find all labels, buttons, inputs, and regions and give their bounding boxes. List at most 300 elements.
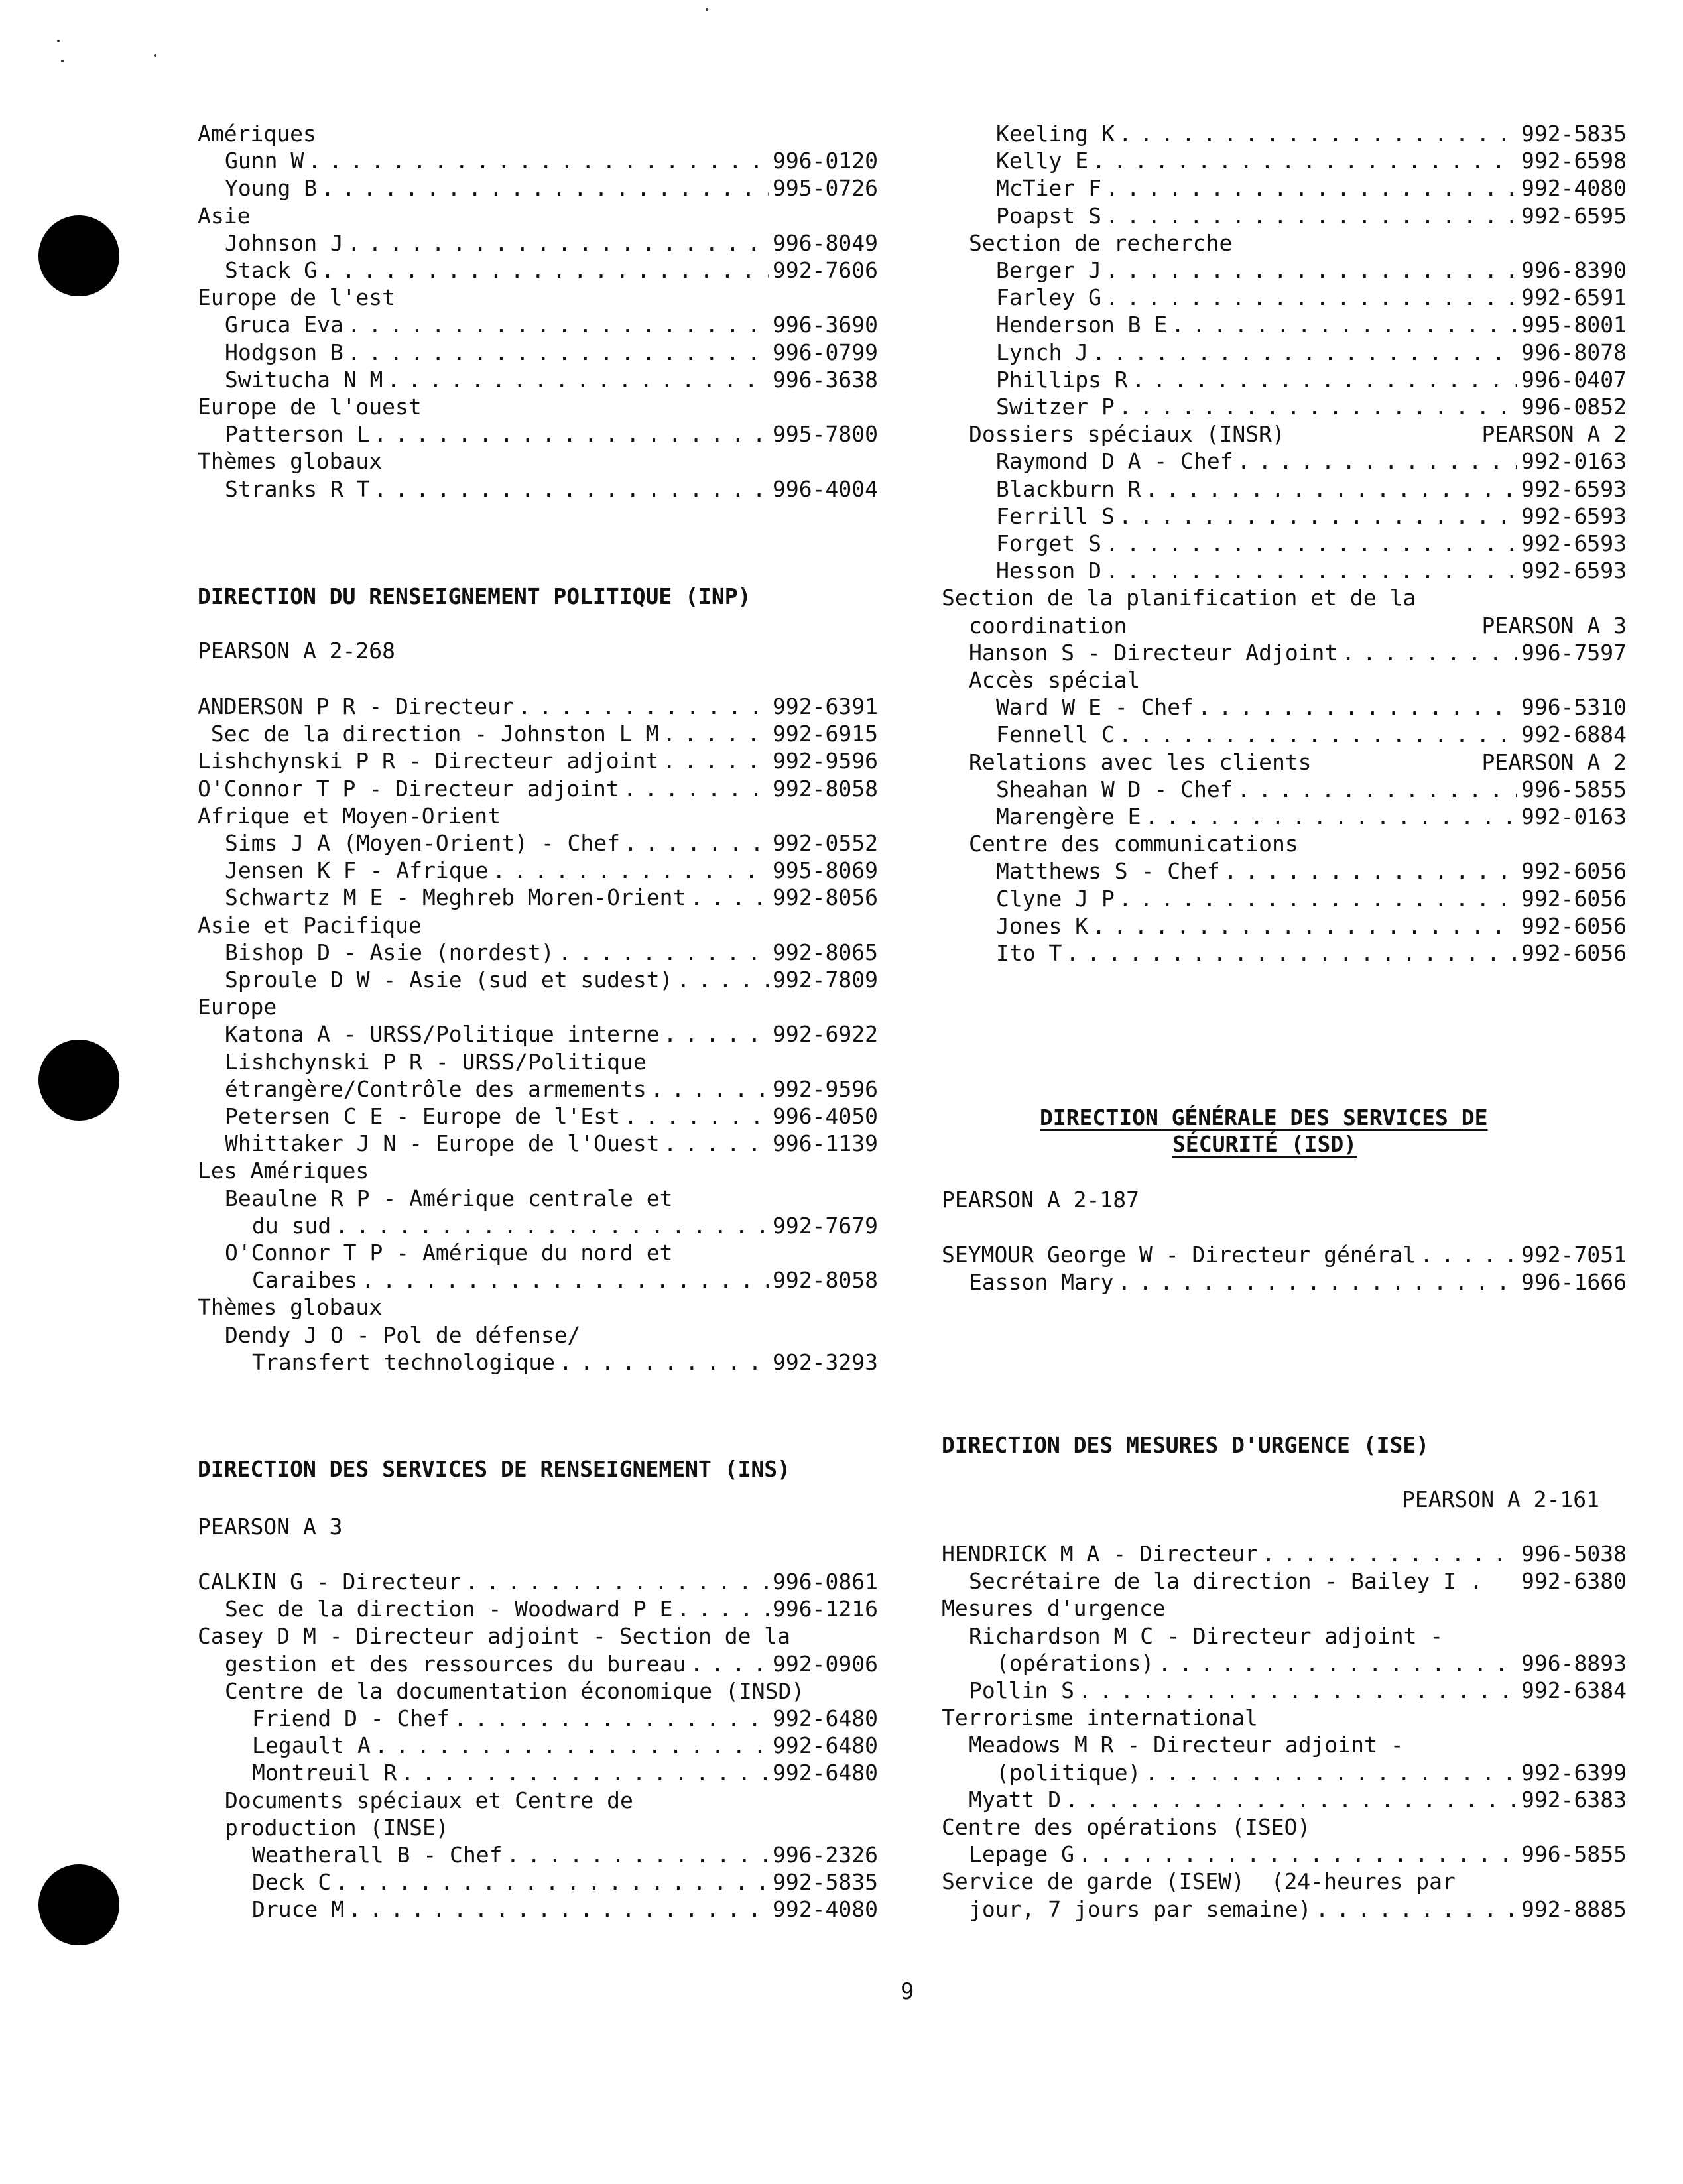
directory-entry: [996, 1760, 1627, 1786]
entry-phone: 992-6383: [1521, 1786, 1627, 1813]
entry-phone: 992-7051: [1521, 1242, 1627, 1268]
directory-entry: [969, 1896, 1627, 1923]
directory-entry: [198, 721, 878, 747]
section-title-ins: DIRECTION DES SERVICES DE RENSEIGNEMENT (INS): [198, 1456, 791, 1482]
punch-hole-top: [38, 215, 119, 296]
entry-phone: 992-0163: [1521, 448, 1627, 475]
leader-dots: [558, 940, 769, 966]
entry-name: Lepage G: [969, 1841, 1074, 1868]
leader-dots: [1105, 284, 1517, 311]
entry-name: Hanson S - Directeur Adjoint: [969, 639, 1338, 666]
directory-entry: [996, 804, 1627, 830]
entry-phone: 996-7597: [1521, 639, 1627, 666]
entry-phone: 992-0906: [773, 1650, 878, 1677]
entry-name: Petersen C E - Europe de l'Est: [225, 1103, 621, 1129]
directory-heading: Beaulne R P - Amérique centrale et: [225, 1185, 673, 1211]
entry-phone: 992-0163: [1521, 804, 1627, 829]
directory-entry: [996, 476, 1627, 503]
directory-heading: Afrique et Moyen-Orient: [198, 802, 501, 829]
entry-name: Young B: [225, 175, 318, 202]
directory-entry: [225, 1651, 878, 1677]
entry-name: HENDRICK M A - Directeur: [942, 1541, 1258, 1567]
leader-dots: [1145, 804, 1518, 830]
leader-dots: [1118, 1269, 1518, 1296]
entry-name: CALKIN G - Directeur: [198, 1569, 462, 1595]
entry-name: Hesson D: [996, 558, 1101, 584]
directory-heading: Thèmes globaux: [198, 1294, 383, 1321]
section-title-isd: DIRECTION GÉNÉRALE DES SERVICES DE: [1040, 1105, 1488, 1130]
entry-phone: 996-3638: [773, 366, 878, 393]
directory-entry: [252, 1213, 878, 1239]
leader-dots: [1105, 558, 1517, 584]
entry-name: Katona A - URSS/Politique interne: [225, 1021, 660, 1048]
entry-name: jour, 7 jours par semaine): [969, 1896, 1312, 1922]
entry-phone: 992-6391: [773, 694, 878, 719]
leader-dots: [321, 175, 769, 202]
leader-dots: [1105, 530, 1517, 557]
leader-dots: [361, 1267, 769, 1294]
scan-speck: [706, 8, 708, 11]
directory-heading: Meadows M R - Directeur adjoint -: [969, 1732, 1404, 1758]
section-title-inp: DIRECTION DU RENSEIGNEMENT POLITIQUE (INP): [198, 583, 751, 609]
entry-phone: 992-9596: [773, 1075, 878, 1102]
entry-name: Stack G: [225, 257, 318, 283]
entry-phone: 992-4080: [1521, 175, 1627, 202]
leader-dots: [1119, 121, 1517, 147]
entry-name: Sims J A (Moyen-Orient) - Chef: [225, 830, 621, 856]
directory-heading: Service de garde (ISEW) (24-heures par: [942, 1868, 1456, 1895]
directory-heading: Accès spécial: [969, 667, 1141, 693]
directory-entry: [996, 394, 1627, 420]
entry-phone: 992-6595: [1521, 202, 1627, 229]
directory-heading: O'Connor T P - Amérique du nord et: [225, 1240, 673, 1266]
directory-entry: [225, 312, 878, 338]
entry-name: Keeling K: [996, 121, 1115, 147]
leader-dots: [1065, 1787, 1517, 1813]
directory-entry: [996, 530, 1627, 557]
leader-dots: [1105, 203, 1517, 229]
directory-entry: [198, 694, 878, 720]
entry-name: Sec de la direction - Woodward P E: [225, 1596, 673, 1622]
entry-name: du sud: [252, 1212, 332, 1239]
entry-name: Ferrill S: [996, 503, 1115, 529]
entry-name: Pollin S: [969, 1677, 1074, 1703]
directory-entry: [252, 1896, 878, 1923]
directory-entry: [252, 1760, 878, 1786]
entry-location: 992-6380: [1521, 1568, 1627, 1595]
scan-speck: [57, 40, 60, 42]
entry-location: PEARSON A 2: [1481, 421, 1627, 448]
entry-name: Hodgson B: [225, 339, 343, 365]
leader-dots: [348, 1896, 769, 1923]
entry-name: (politique): [996, 1759, 1141, 1786]
directory-entry: [225, 884, 878, 911]
entry-phone: 992-6593: [1521, 530, 1627, 556]
entry-name: McTier F: [996, 175, 1101, 202]
entry-phone: 992-8058: [773, 1267, 878, 1294]
leader-dots: [1171, 312, 1517, 338]
entry-phone: 996-5855: [1521, 776, 1627, 802]
directory-heading: production (INSE): [225, 1814, 449, 1841]
directory-heading: Europe de l'est: [198, 284, 396, 311]
directory-heading: [969, 421, 1627, 448]
entry-phone: 992-6915: [773, 721, 878, 747]
leader-dots: [677, 967, 769, 993]
entry-name: coordination: [969, 612, 1127, 638]
directory-entry: [225, 1021, 878, 1048]
directory-entry: [996, 776, 1627, 803]
entry-phone: 996-2326: [773, 1842, 878, 1868]
entry-phone: 992-6922: [773, 1021, 878, 1048]
leader-dots: [690, 884, 769, 911]
leader-dots: [624, 1103, 769, 1130]
entry-name: Raymond D A - Chef: [996, 448, 1233, 475]
directory-entry: [996, 448, 1627, 475]
leader-dots: [662, 721, 769, 747]
entry-name: Sec de la direction - Johnston L M: [198, 721, 659, 747]
entry-name: Ward W E - Chef: [996, 694, 1194, 721]
leader-dots: [1132, 367, 1517, 393]
entry-name: Gunn W: [225, 148, 304, 174]
entry-name: Jensen K F - Afrique: [225, 857, 489, 884]
leader-dots: [624, 830, 769, 857]
section-location-inp: PEARSON A 2-268: [198, 638, 396, 664]
entry-phone: 992-8056: [773, 884, 878, 911]
directory-heading: Centre de la documentation économique (INSD): [225, 1677, 805, 1704]
entry-phone: 992-7606: [773, 257, 878, 283]
entry-name: Weatherall B - Chef: [252, 1842, 503, 1868]
directory-entry: [252, 1267, 878, 1294]
entry-name: Transfert technologique: [252, 1349, 555, 1375]
directory-entry: [996, 203, 1627, 229]
entry-phone: 992-7679: [773, 1212, 878, 1239]
leader-dots: [1092, 913, 1517, 940]
directory-entry: [942, 1541, 1627, 1567]
leader-dots: [335, 1213, 769, 1239]
directory-entry: [996, 312, 1627, 338]
entry-name: Secrétaire de la direction - Bailey I .: [969, 1568, 1483, 1595]
entry-phone: 992-0552: [773, 830, 878, 856]
entry-name: Montreuil R: [252, 1760, 397, 1786]
directory-heading: Documents spéciaux et Centre de: [225, 1787, 633, 1813]
leader-dots: [374, 476, 769, 503]
entry-phone: 992-9596: [773, 748, 878, 774]
entry-phone: 992-8065: [773, 939, 878, 965]
directory-entry: [252, 1732, 878, 1759]
entry-name: Caraibes: [252, 1267, 357, 1294]
page-number: 9: [901, 1978, 914, 2005]
leader-dots: [1158, 1650, 1517, 1677]
entry-phone: 992-5835: [773, 1869, 878, 1896]
entry-phone: 992-6056: [1521, 858, 1627, 884]
directory-entry: [996, 257, 1627, 284]
directory-entry: [252, 1842, 878, 1868]
leader-dots: [1145, 476, 1518, 503]
entry-name: Kelly E: [996, 148, 1089, 174]
entry-name: ANDERSON P R - Directeur: [198, 694, 514, 719]
directory-entry: [225, 967, 878, 993]
directory-entry: [996, 694, 1627, 721]
entry-phone: 996-5310: [1521, 694, 1627, 721]
section-location-isd: PEARSON A 2-187: [942, 1187, 1140, 1213]
entry-phone: 995-7800: [773, 421, 878, 448]
directory-entry: [225, 257, 878, 284]
leader-dots: [335, 1869, 769, 1896]
leader-dots: [623, 776, 769, 802]
entry-name: Lynch J: [996, 339, 1089, 365]
directory-entry: [198, 1569, 878, 1595]
entry-name: Marengère E: [996, 804, 1141, 829]
entry-name: Matthews S - Chef: [996, 858, 1220, 884]
leader-dots: [677, 1596, 769, 1622]
entry-name: Sproule D W - Asie (sud et sudest): [225, 967, 673, 993]
entry-name: gestion et des ressources du bureau: [225, 1650, 686, 1677]
entry-phone: 996-1216: [773, 1596, 878, 1622]
leader-dots: [1092, 339, 1517, 366]
directory-entry: [225, 148, 878, 174]
entry-name: Poapst S: [996, 202, 1101, 229]
leader-dots: [1119, 886, 1517, 912]
entry-phone: 996-0852: [1521, 394, 1627, 420]
entry-name: Gruca Eva: [225, 312, 343, 338]
entry-phone: 992-6056: [1521, 912, 1627, 939]
entry-name: Whittaker J N - Europe de l'Ouest: [225, 1130, 660, 1157]
directory-heading: [969, 1568, 1627, 1595]
entry-name: Johnson J: [225, 229, 343, 256]
leader-dots: [1092, 148, 1517, 174]
entry-phone: 995-0726: [773, 175, 878, 202]
directory-entry: [225, 1076, 878, 1103]
scan-speck: [61, 60, 64, 62]
entry-phone: 992-6593: [1521, 475, 1627, 502]
directory-heading: Thèmes globaux: [198, 448, 383, 475]
entry-name: Sheahan W D - Chef: [996, 776, 1233, 802]
section-location-ins: PEARSON A 3: [198, 1514, 343, 1540]
leader-dots: [347, 312, 769, 338]
entry-phone: 996-8893: [1521, 1650, 1627, 1676]
directory-entry: [969, 1841, 1627, 1868]
entry-name: Myatt D: [969, 1786, 1062, 1813]
directory-heading: Centre des communications: [969, 831, 1298, 857]
punch-hole-bottom: [38, 1864, 119, 1945]
directory-entry: [996, 284, 1627, 311]
entry-phone: 996-8078: [1521, 339, 1627, 365]
directory-entry: [996, 913, 1627, 940]
entry-name: Clyne J P: [996, 885, 1115, 912]
directory-heading: Europe de l'ouest: [198, 394, 422, 420]
leader-dots: [1119, 503, 1517, 530]
directory-entry: [996, 721, 1627, 748]
directory-entry: [996, 175, 1627, 202]
leader-dots: [518, 694, 769, 720]
punch-hole-middle: [38, 1040, 119, 1121]
directory-entry: [225, 1103, 878, 1130]
leader-dots: [347, 230, 769, 257]
leader-dots: [454, 1705, 769, 1732]
directory-entry: [225, 940, 878, 966]
entry-phone: 996-0861: [773, 1569, 878, 1595]
directory-heading: Richardson M C - Directeur adjoint -: [969, 1622, 1444, 1649]
entry-phone: 996-5855: [1521, 1841, 1627, 1868]
directory-entry: [225, 476, 878, 503]
directory-heading: Asie: [198, 202, 251, 229]
entry-phone: 992-6884: [1521, 721, 1627, 748]
directory-entry: [225, 421, 878, 448]
entry-phone: 992-8058: [773, 775, 878, 802]
entry-name: Phillips R: [996, 366, 1128, 393]
leader-dots: [387, 367, 769, 393]
section-location-ise: PEARSON A 2-161: [1402, 1486, 1600, 1512]
directory-entry: [252, 1869, 878, 1896]
entry-name: Dossiers spéciaux (INSR): [969, 421, 1285, 448]
entry-phone: 992-6056: [1521, 940, 1627, 966]
entry-phone: 992-6480: [773, 1705, 878, 1731]
entry-phone: 992-6384: [1521, 1677, 1627, 1703]
entry-phone: 992-8885: [1521, 1896, 1627, 1922]
directory-heading: [969, 749, 1627, 776]
directory-heading: Lishchynski P R - URSS/Politique: [225, 1048, 647, 1075]
directory-heading: Europe: [198, 994, 277, 1020]
entry-name: Bishop D - Asie (nordest): [225, 939, 554, 965]
leader-dots: [1420, 1242, 1517, 1268]
directory-heading: Amériques: [198, 121, 316, 147]
directory-entry: [996, 886, 1627, 912]
entry-phone: 992-3293: [773, 1349, 878, 1375]
directory-entry: [225, 857, 878, 884]
leader-dots: [1237, 776, 1517, 803]
leader-dots: [1145, 1760, 1518, 1786]
entry-phone: 996-0407: [1521, 366, 1627, 393]
leader-dots: [651, 1076, 769, 1103]
entry-name: Stranks R T: [225, 475, 370, 502]
entry-phone: 996-4004: [773, 475, 878, 502]
directory-entry: [996, 558, 1627, 584]
entry-name: Deck C: [252, 1869, 332, 1896]
leader-dots: [492, 857, 769, 884]
leader-dots: [1119, 721, 1517, 748]
directory-entry: [969, 640, 1627, 666]
entry-name: Ito T: [996, 940, 1062, 966]
entry-phone: 996-0799: [773, 339, 878, 365]
entry-phone: 992-6598: [1521, 148, 1627, 174]
directory-entry: [198, 776, 878, 802]
directory-entry: [225, 367, 878, 393]
leader-dots: [1078, 1677, 1517, 1704]
directory-heading: Asie et Pacifique: [198, 912, 422, 938]
entry-name: SEYMOUR George W - Directeur général: [942, 1242, 1416, 1268]
entry-name: Fennell C: [996, 721, 1115, 748]
entry-phone: 996-1666: [1521, 1269, 1627, 1296]
directory-entry: [996, 858, 1627, 884]
entry-phone: 996-3690: [773, 312, 878, 338]
leader-dots: [690, 1651, 769, 1677]
directory-entry: [198, 748, 878, 774]
entry-phone: 992-6593: [1521, 558, 1627, 584]
entry-phone: 996-4050: [773, 1103, 878, 1129]
directory-entry: [252, 1705, 878, 1732]
leader-dots: [1316, 1896, 1517, 1923]
directory-entry: [996, 1650, 1627, 1677]
entry-phone: 992-4080: [773, 1896, 878, 1923]
leader-dots: [1066, 940, 1517, 967]
entry-location: PEARSON A 2: [1481, 749, 1627, 775]
directory-heading: Terrorisme international: [942, 1705, 1258, 1731]
directory-heading: Centre des opérations (ISEO): [942, 1814, 1311, 1840]
leader-dots: [1078, 1841, 1517, 1868]
entry-name: Forget S: [996, 530, 1101, 556]
entry-name: Schwartz M E - Meghreb Moren-Orient: [225, 884, 686, 911]
entry-location: PEARSON A 3: [1481, 612, 1627, 638]
directory-heading: Dendy J O - Pol de défense/: [225, 1321, 581, 1348]
entry-phone: 995-8069: [773, 857, 878, 884]
directory-entry: [225, 230, 878, 257]
section-title-isd-2: SÉCURITÉ (ISD): [1172, 1131, 1357, 1157]
directory-entry: [252, 1349, 878, 1376]
leader-dots: [1105, 257, 1517, 284]
leader-dots: [1341, 640, 1517, 666]
directory-entry: [996, 940, 1627, 967]
directory-heading: Mesures d'urgence: [942, 1595, 1166, 1622]
entry-phone: 995-8001: [1521, 312, 1627, 338]
entry-name: étrangère/Contrôle des armements: [225, 1075, 647, 1102]
entry-phone: 992-7809: [773, 967, 878, 993]
entry-phone: 992-6480: [773, 1760, 878, 1786]
entry-name: Lishchynski P R - Directeur adjoint: [198, 748, 659, 774]
entry-name: Blackburn R: [996, 475, 1141, 502]
entry-phone: 996-5038: [1521, 1541, 1627, 1567]
directory-entry: [225, 830, 878, 857]
entry-phone: 996-8049: [773, 229, 878, 256]
entry-name: Easson Mary: [969, 1269, 1114, 1296]
leader-dots: [308, 148, 769, 174]
entry-name: Legault A: [252, 1732, 371, 1759]
entry-name: Henderson B E: [996, 312, 1168, 338]
directory-entry: [996, 503, 1627, 530]
leader-dots: [375, 1732, 769, 1759]
directory-entry: [225, 175, 878, 202]
entry-phone: 992-5835: [1521, 121, 1627, 147]
leader-dots: [664, 1021, 769, 1048]
entry-phone: 992-6056: [1521, 885, 1627, 912]
entry-name: Farley G: [996, 284, 1101, 311]
entry-phone: 992-6399: [1521, 1759, 1627, 1786]
entry-name: (opérations): [996, 1650, 1154, 1676]
directory-entry: [996, 367, 1627, 393]
entry-phone: 992-6591: [1521, 284, 1627, 311]
entry-phone: 996-1139: [773, 1130, 878, 1157]
entry-name: Switzer P: [996, 394, 1115, 420]
entry-phone: 992-6480: [773, 1732, 878, 1759]
leader-dots: [1198, 694, 1517, 721]
leader-dots: [1119, 394, 1517, 420]
leader-dots: [401, 1760, 769, 1786]
leader-dots: [321, 257, 769, 284]
directory-entry: [225, 339, 878, 366]
leader-dots: [559, 1349, 769, 1376]
leader-dots: [1237, 448, 1517, 475]
leader-dots: [507, 1842, 769, 1868]
leader-dots: [662, 748, 769, 774]
directory-entry: [996, 339, 1627, 366]
entry-name: O'Connor T P - Directeur adjoint: [198, 775, 619, 802]
leader-dots: [374, 421, 769, 448]
directory-heading: Section de recherche: [969, 229, 1233, 256]
directory-entry: [969, 1787, 1627, 1813]
scan-speck: [154, 54, 156, 57]
directory-heading: Casey D M - Directeur adjoint - Section de la: [198, 1623, 791, 1650]
entry-name: Patterson L: [225, 421, 370, 448]
entry-phone: 992-6593: [1521, 503, 1627, 529]
